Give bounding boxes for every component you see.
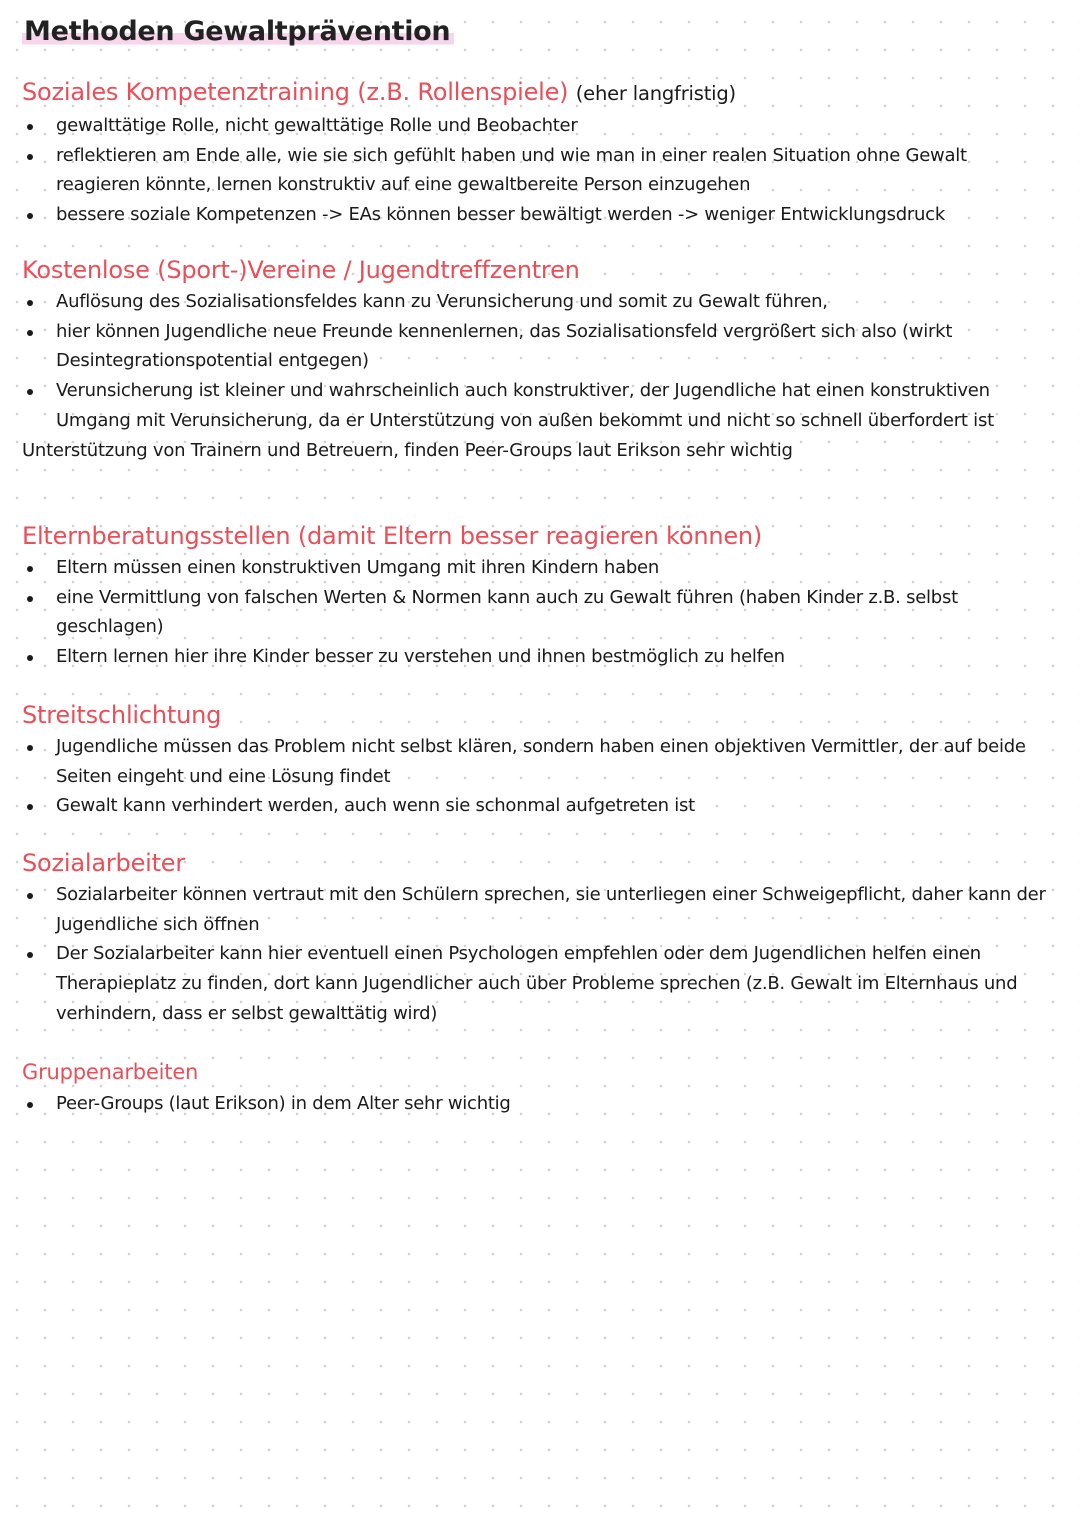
bullet-item: bessere soziale Kompetenzen -> EAs können besser bewältigt werden -> weniger Entwicklungsdruck <box>22 200 1052 230</box>
bullet-item: Sozialarbeiter können vertraut mit den Schülern sprechen, sie unterliegen einer Schweigepflicht, daher kann der Jugendliche sich öffnen <box>22 880 1052 939</box>
section-heading <box>22 75 1052 111</box>
section-parent-counseling <box>22 519 1052 672</box>
page-title <box>22 12 454 52</box>
section-heading: Streitschlichtung <box>22 701 222 729</box>
section-free-clubs-youth-centers <box>22 253 1052 465</box>
section-heading: Elternberatungsstellen (damit Eltern besser reagieren können) <box>22 522 763 550</box>
section-heading-note: (eher langfristig) <box>575 82 736 105</box>
bullet-item: gewalttätige Rolle, nicht gewalttätige Rolle und Beobachter <box>22 111 1052 141</box>
section-heading: Kostenlose (Sport-)Vereine / Jugendtreffzentren <box>22 256 580 284</box>
bullet-item: Der Sozialarbeiter kann hier eventuell einen Psychologen empfehlen oder dem Jugendlichen helfen einen Therapieplatz zu finden, dort kann Jugendlicher auch über Probleme sprechen (z.B. Gewalt im Elternhaus und verhindern, dass er selbst gewalttätig wird) <box>22 939 1052 1028</box>
bullet-item: eine Vermittlung von falschen Werten & Normen kann auch zu Gewalt führen (haben Kinder z.B. selbst geschlagen) <box>22 583 1052 642</box>
section-social-competence-training <box>22 75 1052 230</box>
page-title-text: Methoden Gewaltprävention <box>22 16 454 47</box>
bullet-list <box>22 1089 1052 1119</box>
bullet-item: Verunsicherung ist kleiner und wahrscheinlich auch konstruktiver, der Jugendliche hat einen konstruktiven Umgang mit Verunsicherung, da er Unterstützung von außen bekommt und nicht so schnell überfordert ist <box>22 376 1052 435</box>
bullet-item: Eltern müssen einen konstruktiven Umgang mit ihren Kindern haben <box>22 553 1052 583</box>
bullet-item: reflektieren am Ende alle, wie sie sich gefühlt haben und wie man in einer realen Situation ohne Gewalt reagieren könnte, lernen konstruktiv auf eine gewaltbereite Person einzugehen <box>22 141 1052 200</box>
section-trailing-text: Unterstützung von Trainern und Betreuern, finden Peer-Groups laut Erikson sehr wichtig <box>22 439 793 461</box>
bullet-item: Jugendliche müssen das Problem nicht selbst klären, sondern haben einen objektiven Vermittler, der auf beide Seiten eingeht und eine Lösung findet <box>22 732 1052 791</box>
bullet-list <box>22 111 1052 230</box>
bullet-item: Peer-Groups (laut Erikson) in dem Alter sehr wichtig <box>22 1089 1052 1119</box>
section-heading: Gruppenarbeiten <box>22 1060 199 1084</box>
section-social-workers <box>22 846 1052 1029</box>
section-heading-text: Soziales Kompetenztraining (z.B. Rollenspiele) <box>22 78 569 106</box>
bullet-item: Auflösung des Sozialisationsfeldes kann zu Verunsicherung und somit zu Gewalt führen, <box>22 287 1052 317</box>
section-mediation <box>22 698 1052 821</box>
bullet-item: Gewalt kann verhindert werden, auch wenn sie schonmal aufgetreten ist <box>22 791 1052 821</box>
section-heading: Sozialarbeiter <box>22 849 186 877</box>
bullet-list <box>22 880 1052 1029</box>
bullet-item: Eltern lernen hier ihre Kinder besser zu verstehen und ihnen bestmöglich zu helfen <box>22 642 1052 672</box>
bullet-item: hier können Jugendliche neue Freunde kennenlernen, das Sozialisationsfeld vergrößert sich also (wirkt Desintegrationspotential entgegen) <box>22 317 1052 376</box>
bullet-list <box>22 553 1052 672</box>
section-group-work <box>22 1055 1052 1119</box>
bullet-list <box>22 732 1052 821</box>
bullet-list <box>22 287 1052 436</box>
